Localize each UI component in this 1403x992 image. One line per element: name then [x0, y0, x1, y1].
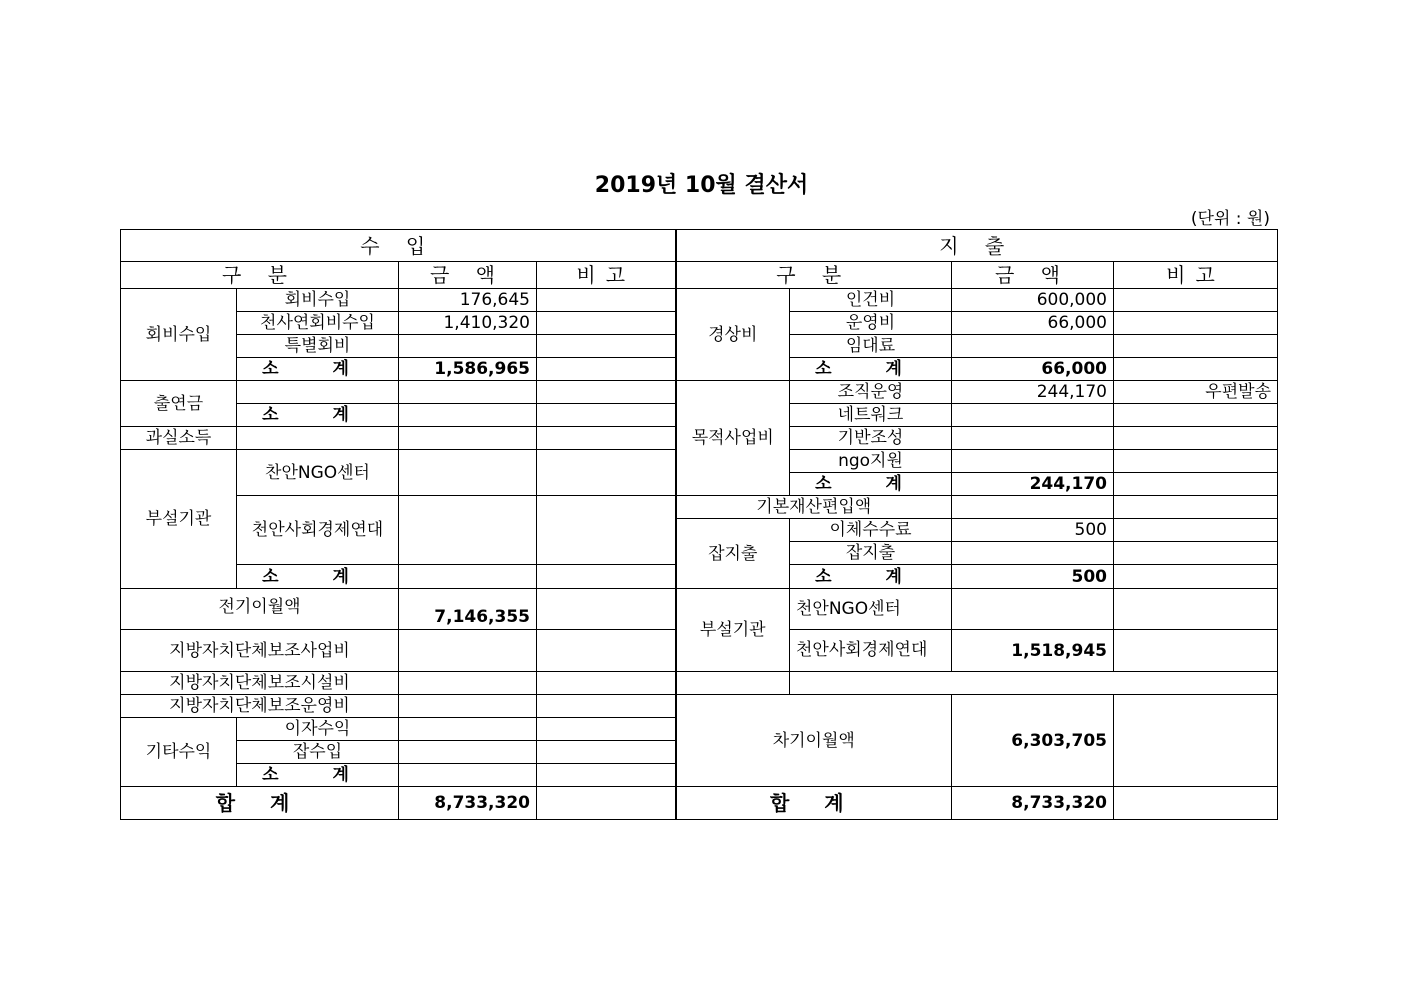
expense-subtotal-label: 소 계 — [790, 473, 952, 496]
expense-item-label: 기반조성 — [790, 427, 952, 450]
income-item-label: 특별회비 — [237, 335, 399, 358]
income-subtotal-amount — [399, 404, 537, 427]
unit-label: (단위 : 원) — [1190, 209, 1270, 229]
income-item-note — [537, 718, 676, 741]
income-category-header: 구 분 — [121, 262, 399, 289]
expense-item-amount — [952, 427, 1114, 450]
income-group-profit: 과실소득 — [121, 427, 237, 450]
income-carryover-prev-note — [537, 589, 676, 630]
expense-item-amount — [952, 542, 1114, 565]
income-item-note — [537, 335, 676, 358]
expense-item-amount: 66,000 — [952, 312, 1114, 335]
income-subsidy-facility-note — [537, 672, 676, 695]
expense-item-note — [1114, 427, 1278, 450]
expense-total-note — [1114, 787, 1278, 820]
income-total-note — [537, 787, 676, 820]
expense-item-amount — [952, 589, 1114, 630]
income-item-label: 천사연회비수입 — [237, 312, 399, 335]
expense-group-purpose: 목적사업비 — [676, 381, 790, 496]
income-item-note — [537, 496, 676, 565]
expense-item-amount — [952, 335, 1114, 358]
income-item-amount: 1,410,320 — [399, 312, 537, 335]
expense-subtotal-note — [1114, 358, 1278, 381]
income-total-label: 합 계 — [121, 787, 399, 820]
income-subsidy-facility-label: 지방자치단체보조시설비 — [121, 672, 399, 695]
expense-item-label: 인건비 — [790, 289, 952, 312]
expense-item-amount: 1,518,945 — [952, 630, 1114, 672]
income-subtotal-note — [537, 565, 676, 589]
expense-endowment-amount — [952, 496, 1114, 519]
expense-note-header: 비고 — [1114, 262, 1278, 289]
income-subsidy-project-amount — [399, 630, 537, 672]
expense-item-amount — [952, 404, 1114, 427]
income-group-other: 기타수익 — [121, 718, 237, 787]
income-item-note — [537, 427, 676, 450]
income-item-label: 찬안NGO센터 — [237, 450, 399, 496]
income-carryover-prev-amount: 7,146,355 — [399, 589, 537, 630]
income-item-label: 잡수입 — [237, 741, 399, 764]
income-total-amount: 8,733,320 — [399, 787, 537, 820]
expense-header: 지 출 — [676, 230, 1278, 262]
income-item-label: 이자수익 — [237, 718, 399, 741]
income-item-amount — [399, 741, 537, 764]
expense-item-label: 네트워크 — [790, 404, 952, 427]
income-subtotal-amount: 1,586,965 — [399, 358, 537, 381]
expense-item-note — [1114, 589, 1278, 630]
expense-item-label: 이체수수료 — [790, 519, 952, 542]
income-subtotal-label: 소 계 — [237, 764, 399, 787]
expense-subtotal-note — [1114, 565, 1278, 589]
income-note-header: 비고 — [537, 262, 676, 289]
income-item-amount — [399, 718, 537, 741]
expense-subtotal-amount: 66,000 — [952, 358, 1114, 381]
income-item-label — [237, 427, 399, 450]
expense-item-note — [1114, 289, 1278, 312]
expense-item-note — [1114, 630, 1278, 672]
expense-item-note — [1114, 519, 1278, 542]
expense-amount-header: 금 액 — [952, 262, 1114, 289]
income-item-amount: 176,645 — [399, 289, 537, 312]
income-subsidy-facility-amount — [399, 672, 537, 695]
page-title: 2019년 10월 결산서 — [594, 173, 809, 198]
income-subtotal-label: 소 계 — [237, 404, 399, 427]
expense-item-label: ngo지원 — [790, 450, 952, 473]
income-subtotal-note — [537, 358, 676, 381]
income-amount-header: 금 액 — [399, 262, 537, 289]
income-subtotal-label: 소 계 — [237, 358, 399, 381]
expense-empty-cell — [790, 672, 1278, 695]
settlement-table — [120, 229, 1278, 820]
income-subtotal-note — [537, 764, 676, 787]
income-item-label: 회비수입 — [237, 289, 399, 312]
expense-item-label: 임대료 — [790, 335, 952, 358]
expense-total-label: 합 계 — [676, 787, 952, 820]
expense-item-label: 잡지출 — [790, 542, 952, 565]
expense-group-affiliate: 부설기관 — [676, 589, 790, 672]
expense-total-amount: 8,733,320 — [952, 787, 1114, 820]
income-item-note — [537, 450, 676, 496]
income-item-label: 천안사회경제연대 — [237, 496, 399, 565]
expense-item-label: 운영비 — [790, 312, 952, 335]
income-item-note — [537, 741, 676, 764]
expense-item-note — [1114, 335, 1278, 358]
expense-item-note — [1114, 542, 1278, 565]
expense-empty-cell — [676, 672, 790, 695]
expense-item-note: 우편발송 — [1114, 381, 1278, 404]
income-subtotal-label: 소 계 — [237, 565, 399, 589]
expense-carryover-next-label: 차기이월액 — [676, 695, 952, 787]
income-item-amount — [399, 450, 537, 496]
expense-item-amount — [952, 450, 1114, 473]
income-group-affiliate: 부설기관 — [121, 450, 237, 589]
income-item-amount — [399, 427, 537, 450]
expense-subtotal-amount: 500 — [952, 565, 1114, 589]
income-subsidy-project-label: 지방자치단체보조사업비 — [121, 630, 399, 672]
expense-item-amount: 500 — [952, 519, 1114, 542]
expense-item-note — [1114, 312, 1278, 335]
income-item-note — [537, 381, 676, 404]
income-item-note — [537, 312, 676, 335]
expense-item-label: 천안NGO센터 — [790, 589, 952, 630]
expense-group-operating: 경상비 — [676, 289, 790, 381]
expense-endowment-label: 기본재산편입액 — [676, 496, 952, 519]
income-header: 수 입 — [121, 230, 676, 262]
income-item-label — [237, 381, 399, 404]
income-subtotal-amount — [399, 764, 537, 787]
expense-item-note — [1114, 450, 1278, 473]
income-item-amount — [399, 496, 537, 565]
expense-item-amount: 244,170 — [952, 381, 1114, 404]
expense-group-misc: 잡지출 — [676, 519, 790, 589]
income-carryover-prev-label: 전기이월액 — [121, 589, 399, 630]
expense-subtotal-note — [1114, 473, 1278, 496]
income-group-contribution: 출연금 — [121, 381, 237, 427]
income-subtotal-amount — [399, 565, 537, 589]
income-subsidy-operation-label: 지방자치단체보조운영비 — [121, 695, 399, 718]
expense-category-header: 구 분 — [676, 262, 952, 289]
expense-carryover-next-note — [1114, 695, 1278, 787]
income-group-membership: 회비수입 — [121, 289, 237, 381]
income-item-note — [537, 289, 676, 312]
income-item-amount — [399, 335, 537, 358]
expense-item-label: 조직운영 — [790, 381, 952, 404]
income-subsidy-project-note — [537, 630, 676, 672]
expense-subtotal-amount: 244,170 — [952, 473, 1114, 496]
expense-item-note — [1114, 404, 1278, 427]
income-subsidy-operation-note — [537, 695, 676, 718]
income-item-amount — [399, 381, 537, 404]
expense-subtotal-label: 소 계 — [790, 565, 952, 589]
expense-item-amount: 600,000 — [952, 289, 1114, 312]
expense-endowment-note — [1114, 496, 1278, 519]
income-subsidy-operation-amount — [399, 695, 537, 718]
income-subtotal-note — [537, 404, 676, 427]
expense-item-label: 천안사회경제연대 — [790, 630, 952, 672]
expense-subtotal-label: 소 계 — [790, 358, 952, 381]
expense-carryover-next-amount: 6,303,705 — [952, 695, 1114, 787]
